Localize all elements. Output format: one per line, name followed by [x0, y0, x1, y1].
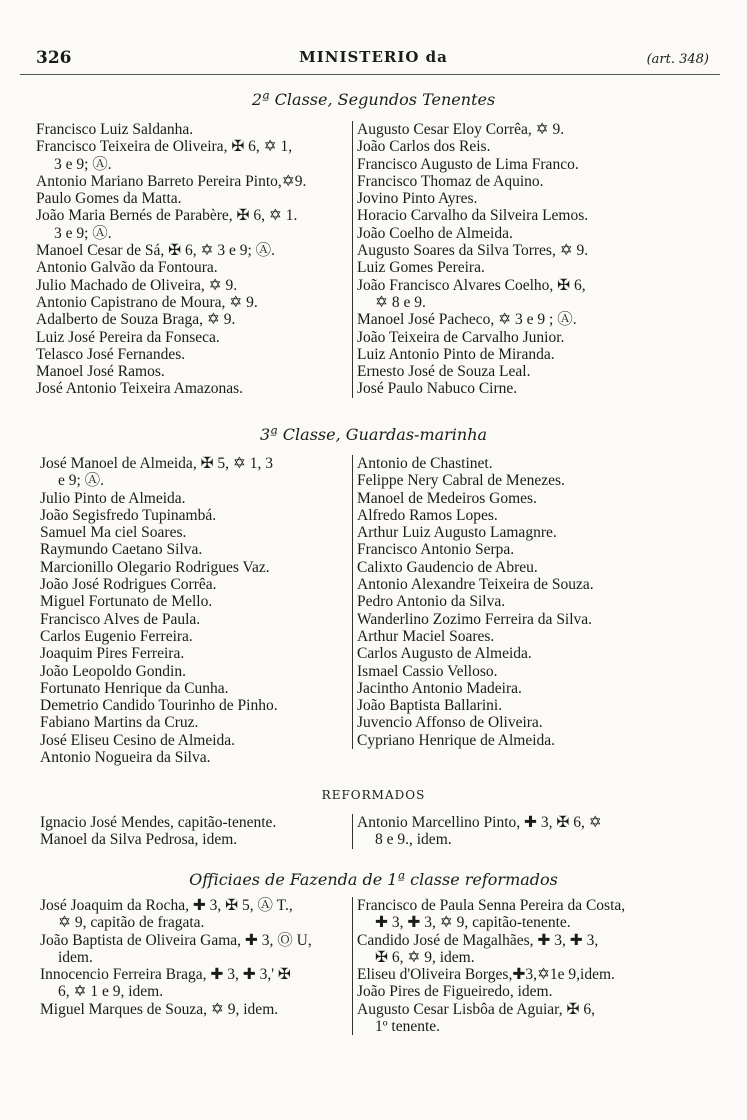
list-item: idem.	[58, 948, 93, 966]
section-title-guardas-marinha: 3ª Classe, Guardas-marinha	[259, 425, 488, 444]
list-item: Arthur Luiz Augusto Lamagnre.	[357, 524, 557, 542]
page-number: 326	[36, 48, 72, 68]
list-item: 6, ✡ 1 e 9, idem.	[58, 983, 164, 1001]
list-item: Paulo Gomes da Matta.	[36, 190, 182, 208]
list-item: Manoel da Silva Pedrosa, idem.	[40, 831, 238, 849]
list-item: Miguel Marques de Souza, ✡ 9, idem.	[40, 1000, 279, 1018]
list-item: Samuel Ma ciel Soares.	[40, 524, 187, 542]
section-title-segundos-tenentes: 2ª Classe, Segundos Tenentes	[251, 90, 496, 109]
list-item: 8 e 9., idem.	[375, 831, 452, 849]
list-item: Carlos Eugenio Ferreira.	[40, 627, 193, 645]
list-item: Marcionillo Olegario Rodrigues Vaz.	[40, 558, 270, 576]
list-item: Luiz Gomes Pereira.	[357, 259, 485, 277]
list-item: Luiz Antonio Pinto de Miranda.	[357, 345, 555, 363]
list-item: Wanderlino Zozimo Ferreira da Silva.	[357, 610, 593, 628]
list-item: Cypriano Henrique de Almeida.	[357, 731, 556, 749]
list-item: Julio Machado de Oliveira, ✡ 9.	[36, 276, 238, 294]
list-item: Manoel José Pacheco, ✡ 3 e 9 ; Ⓐ.	[357, 311, 577, 329]
list-item: Miguel Fortunato de Mello.	[40, 593, 213, 611]
list-item: José Joaquim da Rocha, ✚ 3, ✠ 5, Ⓐ T.,	[40, 897, 293, 914]
list-item: Alfredo Ramos Lopes.	[357, 506, 498, 524]
list-item: Francisco de Paula Senna Pereira da Costa,	[357, 897, 626, 914]
list-item: 1º tenente.	[375, 1018, 441, 1036]
list-item: Manoel José Ramos.	[36, 363, 165, 381]
list-item: ✠ 6, ✡ 9, idem.	[375, 948, 475, 966]
list-item: Antonio Nogueira da Silva.	[40, 749, 211, 767]
list-item: e 9; Ⓐ.	[58, 472, 105, 490]
list-item: Telasco José Fernandes.	[36, 345, 186, 363]
list-item: Felippe Nery Cabral de Menezes.	[357, 472, 565, 490]
list-item: João Maria Bernés de Parabère, ✠ 6, ✡ 1.	[36, 207, 298, 225]
list-item: José Antonio Teixeira Amazonas.	[36, 380, 243, 398]
list-item: Fabiano Martins da Cruz.	[40, 714, 199, 732]
list-item: José Eliseu Cesino de Almeida.	[40, 731, 236, 749]
list-item: Manoel de Medeiros Gomes.	[357, 489, 537, 507]
list-item: João Baptista de Oliveira Gama, ✚ 3, Ⓞ U,	[40, 931, 312, 949]
list-item: João José Rodrigues Corrêa.	[40, 576, 217, 594]
list-item: Julio Pinto de Almeida.	[40, 489, 186, 507]
list-item: Francisco Antonio Serpa.	[357, 541, 515, 559]
list-item: Francisco Luiz Saldanha.	[36, 121, 194, 138]
list-item: Manoel Cesar de Sá, ✠ 6, ✡ 3 e 9; Ⓐ.	[36, 242, 276, 260]
list-item: Augusto Soares da Silva Torres, ✡ 9.	[357, 242, 589, 260]
section4-left-column	[40, 897, 352, 1018]
section1-right-column	[352, 121, 675, 398]
section4-right-column	[352, 897, 675, 1035]
list-item: João Francisco Alvares Coelho, ✠ 6,	[357, 276, 586, 294]
section3-left-column	[40, 814, 344, 849]
list-item: Carlos Augusto de Almeida.	[357, 645, 532, 663]
list-item: Francisco Alves de Paula.	[40, 610, 201, 628]
list-item: Francisco Augusto de Lima Franco.	[357, 155, 579, 173]
list-item: Francisco Thomaz de Aquino.	[357, 172, 544, 190]
section2-left-column	[40, 455, 344, 766]
list-item: ✡ 9, capitão de fragata.	[58, 914, 205, 932]
list-item: Ismael Cassio Velloso.	[357, 662, 498, 680]
list-item: Antonio Mariano Barreto Pereira Pinto,✡9.	[36, 172, 307, 190]
list-item: Demetrio Candido Tourinho de Pinho.	[40, 697, 278, 715]
article-reference: (art. 348)	[646, 52, 709, 67]
list-item: Luiz José Pereira da Fonseca.	[36, 328, 220, 346]
header-rule	[20, 74, 720, 75]
list-item: Augusto Cesar Eloy Corrêa, ✡ 9.	[357, 121, 565, 138]
list-item: Francisco Teixeira de Oliveira, ✠ 6, ✡ 1,	[36, 138, 293, 156]
list-item: Juvencio Affonso de Oliveira.	[357, 714, 543, 732]
list-item: 3 e 9; Ⓐ.	[54, 155, 112, 173]
list-item: Antonio Marcellino Pinto, ✚ 3, ✠ 6, ✡	[357, 814, 602, 831]
list-item: Jovino Pinto Ayres.	[357, 190, 478, 208]
list-item: Candido José de Magalhães, ✚ 3, ✚ 3,	[357, 931, 599, 949]
list-item: Pedro Antonio da Silva.	[357, 593, 506, 611]
list-item: José Manoel de Almeida, ✠ 5, ✡ 1, 3	[40, 455, 274, 472]
list-item: 3 e 9; Ⓐ.	[54, 224, 112, 242]
list-item: José Paulo Nabuco Cirne.	[357, 380, 518, 398]
list-item: Fortunato Henrique da Cunha.	[40, 679, 229, 697]
list-item: Jacintho Antonio Madeira.	[357, 679, 522, 697]
list-item: Augusto Cesar Lisbôa de Aguiar, ✠ 6,	[357, 1000, 595, 1018]
list-item: Joaquim Pires Ferreira.	[40, 645, 185, 663]
list-item: Horacio Carvalho da Silveira Lemos.	[357, 207, 589, 225]
list-item: João Segisfredo Tupinambá.	[40, 506, 217, 524]
list-item: Adalberto de Souza Braga, ✡ 9.	[36, 311, 236, 329]
list-item: João Baptista Ballarini.	[357, 697, 503, 715]
list-item: João Carlos dos Reis.	[357, 138, 491, 156]
list-item: João Coelho de Almeida.	[357, 224, 513, 242]
list-item: Ignacio José Mendes, capitão-tenente.	[40, 814, 277, 831]
section3-right-column	[352, 814, 675, 849]
list-item: João Leopoldo Gondin.	[40, 662, 186, 680]
list-item: Innocencio Ferreira Braga, ✚ 3, ✚ 3,' ✠	[40, 966, 291, 984]
page-header	[0, 44, 747, 72]
page-title: MINISTERIO da	[299, 48, 448, 66]
list-item: Raymundo Caetano Silva.	[40, 541, 203, 559]
list-item: ✡ 8 e 9.	[375, 293, 426, 311]
list-item: Antonio de Chastinet.	[357, 455, 493, 472]
list-item: Antonio Alexandre Teixeira de Souza.	[357, 576, 594, 594]
section1-left-column	[36, 121, 344, 398]
section-title-reformados: REFORMADOS	[321, 788, 426, 802]
section-title-officiaes-de-fazenda: Officiaes de Fazenda de 1ª classe reformados	[189, 870, 558, 889]
list-item: ✚ 3, ✚ 3, ✡ 9, capitão-tenente.	[375, 914, 571, 932]
list-item: Arthur Maciel Soares.	[357, 627, 495, 645]
list-item: Antonio Galvão da Fontoura.	[36, 259, 218, 277]
list-item: Calixto Gaudencio de Abreu.	[357, 558, 538, 576]
section2-right-column	[352, 455, 675, 749]
list-item: João Teixeira de Carvalho Junior.	[357, 328, 565, 346]
list-item: Ernesto José de Souza Leal.	[357, 363, 531, 381]
scan-mark	[16, 0, 34, 30]
list-item: João Pires de Figueiredo, idem.	[357, 983, 553, 1001]
list-item: Eliseu d'Oliveira Borges,✚3,✡1e 9,idem.	[357, 966, 615, 984]
list-item: Antonio Capistrano de Moura, ✡ 9.	[36, 293, 258, 311]
